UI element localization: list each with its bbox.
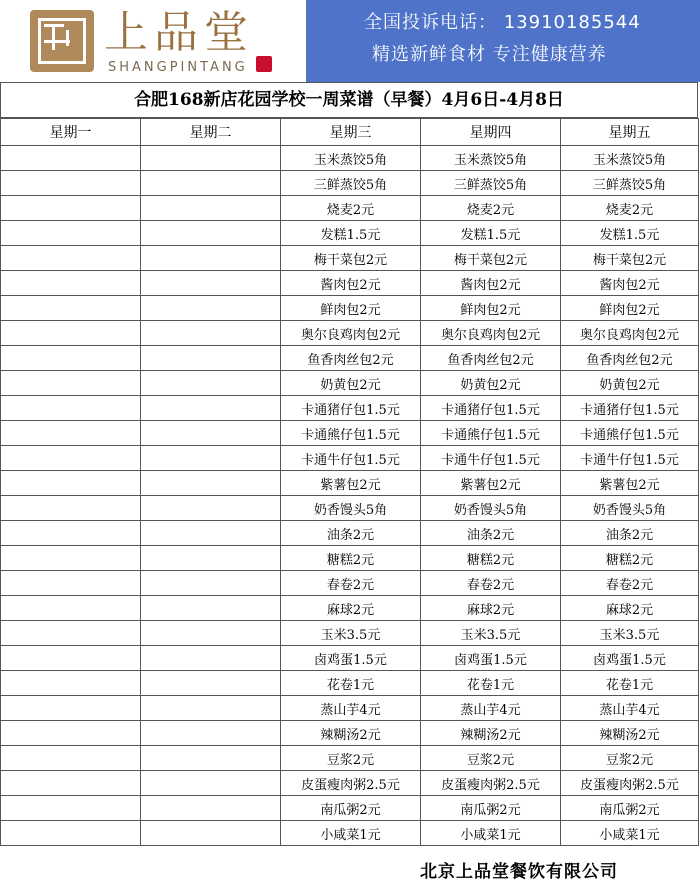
menu-cell: 卡通熊仔包1.5元 bbox=[281, 421, 421, 446]
menu-cell bbox=[141, 821, 281, 846]
menu-cell bbox=[1, 296, 141, 321]
menu-cell: 酱肉包2元 bbox=[561, 271, 699, 296]
menu-cell: 麻球2元 bbox=[281, 596, 421, 621]
menu-cell: 油条2元 bbox=[561, 521, 699, 546]
menu-cell bbox=[1, 246, 141, 271]
menu-cell: 三鲜蒸饺5角 bbox=[281, 171, 421, 196]
menu-cell bbox=[1, 396, 141, 421]
menu-cell: 玉米3.5元 bbox=[281, 621, 421, 646]
menu-cell: 小咸菜1元 bbox=[561, 821, 699, 846]
menu-cell bbox=[141, 496, 281, 521]
header-wednesday: 星期三 bbox=[281, 119, 421, 146]
table-row bbox=[1, 321, 699, 346]
menu-cell bbox=[141, 321, 281, 346]
menu-cell: 奶黄包2元 bbox=[281, 371, 421, 396]
menu-cell: 蒸山芋4元 bbox=[421, 696, 561, 721]
menu-cell bbox=[141, 221, 281, 246]
menu-cell: 紫薯包2元 bbox=[281, 471, 421, 496]
table-row bbox=[1, 671, 699, 696]
menu-cell: 豆浆2元 bbox=[281, 746, 421, 771]
menu-cell bbox=[1, 646, 141, 671]
menu-cell: 小咸菜1元 bbox=[421, 821, 561, 846]
complaint-hotline: 全国投诉电话： 13910185544 bbox=[364, 12, 641, 33]
menu-cell bbox=[1, 596, 141, 621]
table-row bbox=[1, 246, 699, 271]
menu-cell: 卡通牛仔包1.5元 bbox=[561, 446, 699, 471]
menu-body bbox=[1, 146, 699, 846]
menu-cell: 油条2元 bbox=[281, 521, 421, 546]
table-row bbox=[1, 621, 699, 646]
menu-cell: 麻球2元 bbox=[421, 596, 561, 621]
table-row bbox=[1, 221, 699, 246]
menu-cell bbox=[1, 821, 141, 846]
table-row bbox=[1, 596, 699, 621]
menu-cell: 酱肉包2元 bbox=[421, 271, 561, 296]
menu-cell: 蒸山芋4元 bbox=[561, 696, 699, 721]
menu-cell: 豆浆2元 bbox=[561, 746, 699, 771]
menu-cell bbox=[141, 371, 281, 396]
menu-cell: 鱼香肉丝包2元 bbox=[421, 346, 561, 371]
menu-cell bbox=[141, 596, 281, 621]
brand-name-english: SHANGPINTANG bbox=[108, 60, 248, 75]
menu-cell: 玉米蒸饺5角 bbox=[561, 146, 699, 171]
menu-cell bbox=[141, 621, 281, 646]
menu-cell: 发糕1.5元 bbox=[281, 221, 421, 246]
menu-cell: 皮蛋瘦肉粥2.5元 bbox=[281, 771, 421, 796]
seal-stamp-icon bbox=[256, 56, 272, 72]
menu-cell bbox=[1, 196, 141, 221]
table-row bbox=[1, 746, 699, 771]
menu-cell: 皮蛋瘦肉粥2.5元 bbox=[561, 771, 699, 796]
menu-cell bbox=[141, 696, 281, 721]
table-row bbox=[1, 696, 699, 721]
table-row bbox=[1, 821, 699, 846]
menu-cell: 鲜肉包2元 bbox=[281, 296, 421, 321]
menu-cell bbox=[141, 246, 281, 271]
header-monday: 星期一 bbox=[1, 119, 141, 146]
menu-cell: 紫薯包2元 bbox=[421, 471, 561, 496]
table-header-row bbox=[1, 119, 699, 146]
menu-cell: 鱼香肉丝包2元 bbox=[281, 346, 421, 371]
table-row bbox=[1, 396, 699, 421]
menu-cell: 玉米蒸饺5角 bbox=[281, 146, 421, 171]
menu-cell: 南瓜粥2元 bbox=[421, 796, 561, 821]
table-row bbox=[1, 271, 699, 296]
menu-cell bbox=[141, 296, 281, 321]
menu-cell bbox=[1, 521, 141, 546]
menu-cell bbox=[141, 396, 281, 421]
menu-cell bbox=[1, 746, 141, 771]
menu-cell bbox=[1, 671, 141, 696]
menu-cell: 辣糊汤2元 bbox=[421, 721, 561, 746]
menu-cell bbox=[1, 171, 141, 196]
menu-cell: 奥尔良鸡肉包2元 bbox=[421, 321, 561, 346]
menu-cell: 花卷1元 bbox=[561, 671, 699, 696]
menu-cell: 烧麦2元 bbox=[561, 196, 699, 221]
menu-cell: 小咸菜1元 bbox=[281, 821, 421, 846]
table-row bbox=[1, 296, 699, 321]
contact-banner bbox=[306, 0, 700, 82]
menu-cell bbox=[1, 796, 141, 821]
menu-cell bbox=[141, 771, 281, 796]
menu-cell: 皮蛋瘦肉粥2.5元 bbox=[421, 771, 561, 796]
menu-cell: 卡通牛仔包1.5元 bbox=[281, 446, 421, 471]
menu-cell bbox=[1, 721, 141, 746]
menu-cell: 豆浆2元 bbox=[421, 746, 561, 771]
menu-cell: 花卷1元 bbox=[421, 671, 561, 696]
menu-cell: 卤鸡蛋1.5元 bbox=[421, 646, 561, 671]
menu-cell: 辣糊汤2元 bbox=[561, 721, 699, 746]
table-row bbox=[1, 171, 699, 196]
menu-cell bbox=[141, 171, 281, 196]
menu-table bbox=[0, 118, 699, 846]
header-friday: 星期五 bbox=[561, 119, 699, 146]
menu-cell: 紫薯包2元 bbox=[561, 471, 699, 496]
menu-cell bbox=[141, 346, 281, 371]
menu-cell: 奶香馒头5角 bbox=[561, 496, 699, 521]
menu-cell: 奶黄包2元 bbox=[421, 371, 561, 396]
header bbox=[0, 0, 700, 82]
menu-cell bbox=[141, 196, 281, 221]
menu-cell bbox=[141, 146, 281, 171]
menu-cell: 梅干菜包2元 bbox=[281, 246, 421, 271]
menu-cell: 奶香馒头5角 bbox=[421, 496, 561, 521]
menu-cell bbox=[141, 521, 281, 546]
menu-cell: 卡通熊仔包1.5元 bbox=[561, 421, 699, 446]
menu-cell bbox=[141, 721, 281, 746]
menu-cell: 鲜肉包2元 bbox=[561, 296, 699, 321]
menu-cell bbox=[141, 796, 281, 821]
menu-cell bbox=[1, 446, 141, 471]
menu-cell bbox=[1, 146, 141, 171]
table-row bbox=[1, 521, 699, 546]
table-row bbox=[1, 571, 699, 596]
menu-cell: 春卷2元 bbox=[561, 571, 699, 596]
menu-cell: 卡通牛仔包1.5元 bbox=[421, 446, 561, 471]
menu-cell: 玉米3.5元 bbox=[561, 621, 699, 646]
menu-cell bbox=[141, 746, 281, 771]
menu-cell: 奶黄包2元 bbox=[561, 371, 699, 396]
menu-cell bbox=[1, 346, 141, 371]
menu-cell bbox=[1, 546, 141, 571]
menu-cell bbox=[141, 446, 281, 471]
menu-cell bbox=[141, 571, 281, 596]
header-tuesday: 星期二 bbox=[141, 119, 281, 146]
table-row bbox=[1, 471, 699, 496]
menu-cell bbox=[141, 421, 281, 446]
table-row bbox=[1, 346, 699, 371]
menu-cell: 梅干菜包2元 bbox=[561, 246, 699, 271]
menu-cell: 三鲜蒸饺5角 bbox=[561, 171, 699, 196]
menu-cell: 糖糕2元 bbox=[281, 546, 421, 571]
menu-cell: 发糕1.5元 bbox=[421, 221, 561, 246]
table-row bbox=[1, 496, 699, 521]
table-row bbox=[1, 371, 699, 396]
table-row bbox=[1, 146, 699, 171]
company-name: 北京上品堂餐饮有限公司 bbox=[420, 862, 618, 882]
menu-cell bbox=[1, 271, 141, 296]
menu-cell bbox=[1, 471, 141, 496]
table-row bbox=[1, 721, 699, 746]
menu-cell: 鲜肉包2元 bbox=[421, 296, 561, 321]
menu-cell: 卡通猪仔包1.5元 bbox=[561, 396, 699, 421]
menu-cell: 玉米3.5元 bbox=[421, 621, 561, 646]
table-row bbox=[1, 796, 699, 821]
menu-title: 合肥168新店花园学校一周菜谱（早餐）4月6日-4月8日 bbox=[0, 82, 698, 118]
brand-logo-icon bbox=[30, 10, 94, 72]
menu-cell: 卤鸡蛋1.5元 bbox=[561, 646, 699, 671]
menu-cell: 南瓜粥2元 bbox=[561, 796, 699, 821]
menu-cell bbox=[1, 571, 141, 596]
menu-cell: 烧麦2元 bbox=[421, 196, 561, 221]
menu-cell: 发糕1.5元 bbox=[561, 221, 699, 246]
header-thursday: 星期四 bbox=[421, 119, 561, 146]
menu-cell: 梅干菜包2元 bbox=[421, 246, 561, 271]
menu-cell: 春卷2元 bbox=[421, 571, 561, 596]
menu-cell: 油条2元 bbox=[421, 521, 561, 546]
menu-cell: 糖糕2元 bbox=[421, 546, 561, 571]
menu-cell bbox=[1, 371, 141, 396]
menu-cell bbox=[1, 496, 141, 521]
menu-cell bbox=[141, 271, 281, 296]
menu-cell: 蒸山芋4元 bbox=[281, 696, 421, 721]
menu-cell: 卡通猪仔包1.5元 bbox=[281, 396, 421, 421]
menu-cell: 玉米蒸饺5角 bbox=[421, 146, 561, 171]
table-row bbox=[1, 196, 699, 221]
menu-cell: 鱼香肉丝包2元 bbox=[561, 346, 699, 371]
slogan: 精选新鲜食材 专注健康营养 bbox=[372, 44, 607, 65]
menu-cell bbox=[141, 546, 281, 571]
table-row bbox=[1, 771, 699, 796]
menu-cell: 奶香馒头5角 bbox=[281, 496, 421, 521]
table-row bbox=[1, 446, 699, 471]
menu-cell: 麻球2元 bbox=[561, 596, 699, 621]
table-row bbox=[1, 546, 699, 571]
menu-cell bbox=[1, 221, 141, 246]
menu-cell: 三鲜蒸饺5角 bbox=[421, 171, 561, 196]
menu-cell: 春卷2元 bbox=[281, 571, 421, 596]
menu-cell bbox=[1, 421, 141, 446]
menu-cell: 糖糕2元 bbox=[561, 546, 699, 571]
menu-cell: 南瓜粥2元 bbox=[281, 796, 421, 821]
menu-cell: 奥尔良鸡肉包2元 bbox=[281, 321, 421, 346]
menu-cell bbox=[1, 621, 141, 646]
menu-cell bbox=[1, 321, 141, 346]
menu-cell bbox=[141, 646, 281, 671]
menu-cell bbox=[1, 771, 141, 796]
menu-cell: 卡通熊仔包1.5元 bbox=[421, 421, 561, 446]
menu-cell bbox=[141, 471, 281, 496]
menu-cell bbox=[1, 696, 141, 721]
menu-cell: 奥尔良鸡肉包2元 bbox=[561, 321, 699, 346]
menu-cell: 烧麦2元 bbox=[281, 196, 421, 221]
menu-cell: 卤鸡蛋1.5元 bbox=[281, 646, 421, 671]
menu-cell: 酱肉包2元 bbox=[281, 271, 421, 296]
menu-cell: 卡通猪仔包1.5元 bbox=[421, 396, 561, 421]
menu-cell: 辣糊汤2元 bbox=[281, 721, 421, 746]
menu-cell: 花卷1元 bbox=[281, 671, 421, 696]
menu-sheet bbox=[0, 82, 700, 850]
table-row bbox=[1, 421, 699, 446]
menu-cell bbox=[141, 671, 281, 696]
brand-name: 上品堂 bbox=[104, 7, 254, 58]
table-row bbox=[1, 646, 699, 671]
